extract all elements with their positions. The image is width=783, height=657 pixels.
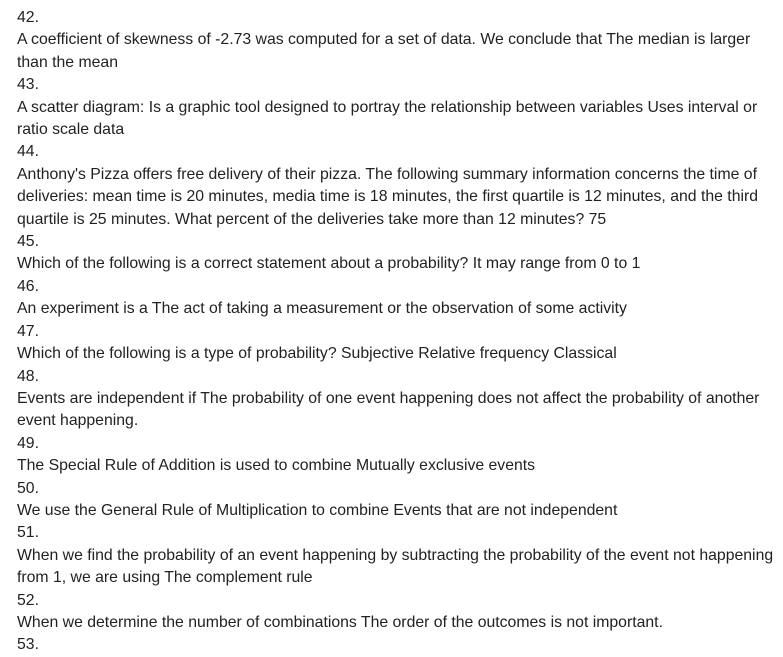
question-text: Which of the following is a correct statement about a probability? It may range from 0 to 1 (17, 255, 641, 273)
question-text: A coefficient of skewness of -2.73 was computed for a set of data. We conclude that The median is larger than the mean (17, 31, 751, 71)
question-number: 49. (17, 434, 39, 452)
question-item (17, 7, 783, 74)
question-text: A scatter diagram: Is a graphic tool designed to portray the relationship between variables Uses interval or ratio scale data (17, 98, 758, 139)
question-item (17, 634, 783, 656)
question-item (17, 433, 783, 478)
question-item (17, 590, 783, 635)
question-number: 44. (17, 143, 39, 161)
question-list (17, 7, 783, 657)
question-text: The Special Rule of Addition is used to combine Mutually exclusive events (17, 457, 536, 475)
question-item (17, 74, 783, 141)
question-text: Anthony's Pizza offers free delivery of their pizza. The following summary information concerns the time of deliveries: mean time is 20 minutes, media time is 18 minutes, the first quartile is 12 minutes, and the third quartile is 25 minutes. What percent of the deliveries take more than 12 minutes? 75 (17, 165, 759, 228)
question-item (17, 231, 783, 276)
question-number: 45. (17, 233, 39, 251)
question-item (17, 522, 783, 589)
question-text: We use the General Rule of Multiplication to combine Events that are not independent (17, 501, 618, 519)
question-text: Events are independent if The probability of one event happening does not affect the probability of another event happening. (17, 389, 760, 430)
question-item (17, 366, 783, 433)
question-item (17, 276, 783, 321)
question-number: 42. (17, 9, 39, 26)
question-number: 53. (17, 636, 39, 654)
question-text: Which of the following is a type of probability? Subjective Relative frequency Classical (17, 345, 617, 363)
question-number: 43. (17, 76, 39, 94)
question-number: 51. (17, 524, 39, 542)
question-item (17, 478, 783, 523)
question-text: When we find the probability of an event happening by subtracting the probability of the event not happening from 1, we are using The complement rule (17, 546, 774, 587)
question-text: An experiment is a The act of taking a measurement or the observation of some activity (17, 300, 627, 318)
question-number: 48. (17, 367, 39, 385)
question-number: 50. (17, 479, 39, 497)
question-number: 52. (17, 591, 39, 609)
question-text: When we determine the number of combinations The order of the outcomes is not important. (17, 613, 663, 631)
question-number: 47. (17, 322, 39, 340)
question-item (17, 141, 783, 231)
question-number: 46. (17, 277, 39, 295)
question-item (17, 321, 783, 366)
